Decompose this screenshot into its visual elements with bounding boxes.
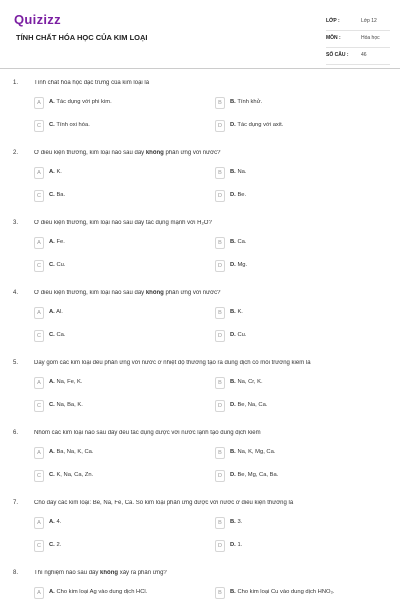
option-letter-box: A <box>34 587 44 599</box>
option-prefix: D. <box>230 332 236 338</box>
question-list <box>0 75 400 600</box>
question-item <box>0 75 400 145</box>
option-text <box>49 99 112 105</box>
answer-option-c <box>34 400 184 412</box>
option-text <box>49 449 94 455</box>
answer-option-b <box>215 97 365 109</box>
answer-option-b <box>215 447 365 459</box>
option-body: 1. <box>237 542 243 548</box>
document-title: TÍNH CHẤT HÓA HỌC CỦA KIM LOẠI <box>16 33 148 42</box>
option-text <box>230 472 278 478</box>
option-body: Cho kim loại Cu vào dung dịch HNO₃. <box>237 589 335 595</box>
quizizz-logo: Quizizz <box>14 12 61 27</box>
option-body: 3. <box>237 519 243 525</box>
option-body: Na, Ba, K. <box>56 402 83 408</box>
question-text-part: Ở điều kiện thường, kim loại nào sau đây tác dụng mạnh với H₂O? <box>34 220 212 226</box>
option-letter-box: D <box>215 330 225 342</box>
option-letter-box: C <box>34 470 44 482</box>
question-text-part: Tính chất hóa học đặc trưng của kim loại là <box>34 80 150 86</box>
option-text <box>49 542 61 548</box>
question-item <box>0 145 400 215</box>
option-letter-box: B <box>215 587 225 599</box>
option-prefix: C. <box>49 402 55 408</box>
answer-option-d <box>215 120 365 132</box>
option-text <box>230 379 263 385</box>
question-number: 5. <box>13 360 19 366</box>
option-letter-box: C <box>34 540 44 552</box>
option-text <box>49 262 65 268</box>
option-prefix: A. <box>49 309 55 315</box>
option-letter-box: C <box>34 190 44 202</box>
meta-value: Lớp 12 <box>361 18 377 24</box>
option-prefix: D. <box>230 122 236 128</box>
option-letter-box: B <box>215 167 225 179</box>
option-text <box>230 239 246 245</box>
option-body: Na, K, Mg, Ca. <box>237 449 276 455</box>
meta-label: MÔN : <box>326 35 341 41</box>
answer-option-a <box>34 237 184 249</box>
meta-value: Hóa học <box>361 35 380 41</box>
answer-option-a <box>34 587 184 599</box>
option-text <box>230 262 247 268</box>
option-text <box>230 99 262 105</box>
option-letter-box: A <box>34 97 44 109</box>
answer-option-b <box>215 517 365 529</box>
option-prefix: A. <box>49 169 55 175</box>
meta-value: 46 <box>361 52 367 58</box>
option-prefix: C. <box>49 122 55 128</box>
option-body: 4. <box>56 519 62 525</box>
option-body: 2. <box>56 542 62 548</box>
option-body: Be, Na, Ca. <box>237 402 268 408</box>
answer-option-a <box>34 97 184 109</box>
header-divider <box>0 68 400 69</box>
meta-label: LỚP : <box>326 18 340 24</box>
option-text <box>230 169 246 175</box>
option-body: Cu. <box>237 332 247 338</box>
option-prefix: A. <box>49 519 55 525</box>
option-prefix: B. <box>230 519 236 525</box>
meta-row-class <box>326 14 390 31</box>
answer-option-d <box>215 400 365 412</box>
question-text-part: Ở điều kiện thường, kim loại nào sau đây <box>34 150 146 156</box>
option-text <box>49 239 65 245</box>
question-number: 2. <box>13 150 19 156</box>
question-text <box>34 430 379 436</box>
option-body: Ca. <box>56 332 66 338</box>
option-prefix: A. <box>49 99 55 105</box>
question-text-part: Cho dãy các kim loại: Be, Na, Fe, Ca. Số kim loại phản ứng được với nước ở điều kiện thường là <box>34 500 294 506</box>
option-prefix: D. <box>230 262 236 268</box>
option-prefix: B. <box>230 309 236 315</box>
answer-option-a <box>34 167 184 179</box>
option-text <box>49 519 61 525</box>
option-text <box>49 402 83 408</box>
answer-option-b <box>215 167 365 179</box>
option-body: Ba. <box>56 192 66 198</box>
answer-option-d <box>215 260 365 272</box>
question-text <box>34 360 379 366</box>
question-text-part: phản ứng với nước? <box>163 290 221 296</box>
question-text-part: Dãy gồm các kim loại đều phản ứng với nước ở nhiệt độ thường tạo ra dung dịch có môi trường kiềm là <box>34 360 311 366</box>
question-item <box>0 565 400 600</box>
option-text <box>49 379 83 385</box>
option-letter-box: D <box>215 190 225 202</box>
answer-option-c <box>34 260 184 272</box>
option-prefix: D. <box>230 542 236 548</box>
answer-option-b <box>215 237 365 249</box>
option-letter-box: D <box>215 260 225 272</box>
option-body: Fe. <box>56 239 65 245</box>
question-item <box>0 355 400 425</box>
option-prefix: D. <box>230 472 236 478</box>
option-body: Cu. <box>56 262 66 268</box>
question-text-part: xảy ra phản ứng? <box>118 570 167 576</box>
option-body: Mg. <box>237 262 248 268</box>
option-text <box>230 589 335 595</box>
option-body: Na, Fe, K. <box>56 379 83 385</box>
question-text-part: Ở điều kiện thường, kim loại nào sau đây <box>34 290 146 296</box>
question-number: 4. <box>13 290 19 296</box>
meta-info <box>326 14 390 65</box>
question-text-part: phản ứng với nước? <box>163 150 221 156</box>
option-body: Tính oxi hóa. <box>56 122 90 128</box>
question-number: 6. <box>13 430 19 436</box>
option-text <box>230 402 267 408</box>
option-prefix: A. <box>49 239 55 245</box>
question-text <box>34 80 379 86</box>
option-text <box>230 542 242 548</box>
option-prefix: D. <box>230 192 236 198</box>
option-prefix: C. <box>49 262 55 268</box>
option-body: Tính khử. <box>237 99 263 105</box>
question-text <box>34 150 379 156</box>
answer-option-d <box>215 470 365 482</box>
question-text-emphasis: không <box>100 570 119 576</box>
option-body: Tác dụng với axit. <box>237 122 284 128</box>
question-text-emphasis: không <box>145 150 164 156</box>
document-header <box>0 0 400 66</box>
question-number: 3. <box>13 220 19 226</box>
option-letter-box: B <box>215 97 225 109</box>
option-letter-box: A <box>34 237 44 249</box>
option-prefix: A. <box>49 449 55 455</box>
option-body: Be. <box>237 192 247 198</box>
option-letter-box: A <box>34 447 44 459</box>
option-prefix: B. <box>230 239 236 245</box>
answer-option-c <box>34 540 184 552</box>
option-text <box>230 192 246 198</box>
answer-option-a <box>34 517 184 529</box>
option-prefix: C. <box>49 542 55 548</box>
option-prefix: D. <box>230 402 236 408</box>
answer-option-d <box>215 540 365 552</box>
option-text <box>49 122 90 128</box>
option-letter-box: C <box>34 260 44 272</box>
answer-option-b <box>215 307 365 319</box>
question-text-part: Thí nghiệm nào sau đây <box>34 570 101 576</box>
option-text <box>49 589 147 595</box>
option-text <box>230 332 246 338</box>
option-letter-box: A <box>34 307 44 319</box>
option-text <box>230 519 242 525</box>
option-letter-box: B <box>215 517 225 529</box>
option-prefix: C. <box>49 192 55 198</box>
option-text <box>49 169 62 175</box>
option-text <box>49 332 65 338</box>
option-prefix: C. <box>49 332 55 338</box>
option-body: K. <box>237 309 243 315</box>
option-body: K. <box>56 169 62 175</box>
option-letter-box: B <box>215 307 225 319</box>
option-body: Al. <box>56 309 63 315</box>
option-body: K, Na, Ca, Zn. <box>56 472 94 478</box>
option-letter-box: B <box>215 377 225 389</box>
question-item <box>0 215 400 285</box>
answer-option-c <box>34 190 184 202</box>
option-body: Ca. <box>237 239 247 245</box>
option-letter-box: C <box>34 330 44 342</box>
option-letter-box: C <box>34 120 44 132</box>
question-text <box>34 500 379 506</box>
option-letter-box: A <box>34 517 44 529</box>
option-letter-box: A <box>34 377 44 389</box>
option-letter-box: D <box>215 470 225 482</box>
answer-option-a <box>34 307 184 319</box>
question-text-emphasis: không <box>145 290 164 296</box>
option-letter-box: D <box>215 540 225 552</box>
option-letter-box: B <box>215 447 225 459</box>
option-letter-box: D <box>215 400 225 412</box>
answer-option-b <box>215 587 365 599</box>
question-text <box>34 220 379 226</box>
option-prefix: B. <box>230 449 236 455</box>
option-letter-box: B <box>215 237 225 249</box>
option-text <box>230 449 275 455</box>
question-number: 8. <box>13 570 19 576</box>
option-body: Be, Mg, Ca, Ba. <box>237 472 279 478</box>
answer-option-b <box>215 377 365 389</box>
question-number: 1. <box>13 80 19 86</box>
question-item <box>0 425 400 495</box>
answer-option-c <box>34 120 184 132</box>
option-letter-box: A <box>34 167 44 179</box>
option-body: Tác dụng với phi kim. <box>56 99 112 105</box>
option-prefix: C. <box>49 472 55 478</box>
option-text <box>49 309 63 315</box>
option-letter-box: D <box>215 120 225 132</box>
answer-option-c <box>34 330 184 342</box>
meta-label: SỐ CÂU : <box>326 52 349 58</box>
question-text <box>34 570 379 576</box>
answer-option-a <box>34 377 184 389</box>
option-text <box>49 192 65 198</box>
option-prefix: B. <box>230 169 236 175</box>
question-number: 7. <box>13 500 19 506</box>
option-text <box>230 122 283 128</box>
option-body: Ba, Na, K, Ca. <box>56 449 94 455</box>
answer-option-d <box>215 190 365 202</box>
question-text <box>34 290 379 296</box>
option-prefix: B. <box>230 99 236 105</box>
question-item <box>0 285 400 355</box>
answer-option-d <box>215 330 365 342</box>
option-prefix: B. <box>230 589 236 595</box>
option-prefix: A. <box>49 379 55 385</box>
option-prefix: B. <box>230 379 236 385</box>
meta-row-question-count <box>326 48 390 65</box>
option-body: Na. <box>237 169 247 175</box>
answer-option-a <box>34 447 184 459</box>
question-item <box>0 495 400 565</box>
question-text-part: Nhóm các kim loại nào sau đây đều tác dụng được với nước lạnh tạo dung dịch kiềm <box>34 430 261 436</box>
option-text <box>49 472 93 478</box>
option-letter-box: C <box>34 400 44 412</box>
answer-option-c <box>34 470 184 482</box>
option-body: Na, Cr, K. <box>237 379 263 385</box>
option-body: Cho kim loại Ag vào dung dịch HCl. <box>56 589 148 595</box>
option-text <box>230 309 243 315</box>
meta-row-subject <box>326 31 390 48</box>
option-prefix: A. <box>49 589 55 595</box>
